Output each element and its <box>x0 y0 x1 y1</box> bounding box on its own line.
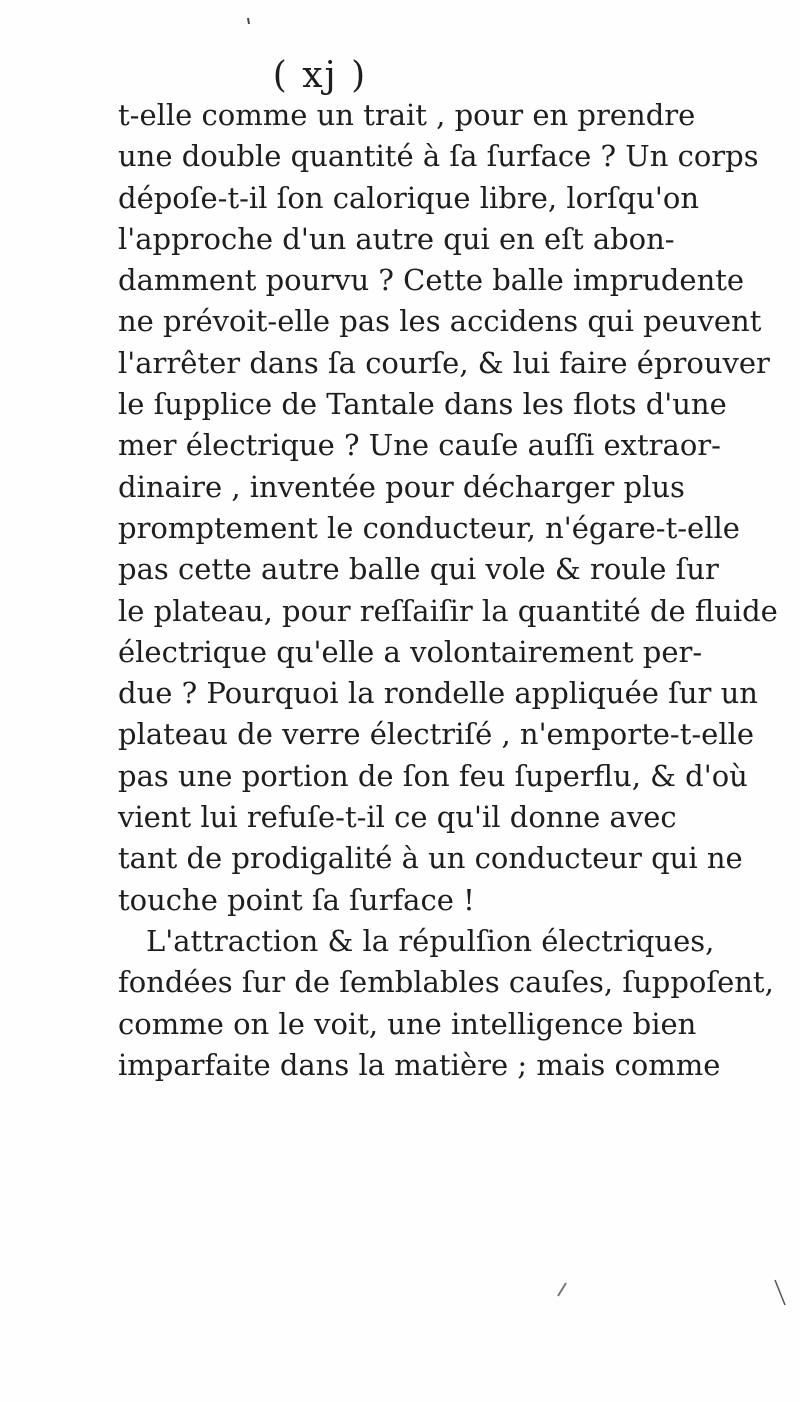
text-line: électrique qu'elle a volontairement per- <box>118 634 703 669</box>
text-line: dinaire , inventée pour décharger plus <box>118 469 685 504</box>
text-line: vient lui refuſe-t-il ce qu'il donne avec <box>118 800 677 835</box>
text-line: comme on le voit, une intelligence bien <box>118 1006 697 1041</box>
text-line: l'arrêter dans ſa courſe, & lui faire éprouver <box>118 345 770 380</box>
text-line: due ? Pourquoi la rondelle appliquée ſur un <box>118 676 758 711</box>
page-number: ( xj ) <box>272 55 368 96</box>
text-line: t-elle comme un trait , pour en prendre <box>118 98 696 132</box>
text-line: fondées ſur de ſemblables cauſes, ſuppoſent, <box>118 965 774 1000</box>
text-line: imparfaite dans la matière ; mais comme <box>118 1047 721 1082</box>
speck-mark <box>775 1280 785 1305</box>
text-line: le ſupplice de Tantale dans les flots d'une <box>118 387 727 422</box>
text-line: plateau de verre électriſé , n'emporte-t-elle <box>118 717 755 752</box>
text-line: promptement le conducteur, n'égare-t-elle <box>118 510 740 545</box>
text-line: dépoſe-t-il ſon calorique libre, lorſqu'on <box>118 180 700 215</box>
text-line: l'approche d'un autre qui en eſt abon- <box>118 221 675 256</box>
text-line: L'attraction & la répulſion électriques, <box>146 923 715 958</box>
text-line: ne prévoit-elle pas les accidens qui peuvent <box>118 304 762 339</box>
text-line: pas une portion de ſon feu ſuperflu, & d'où <box>118 758 748 793</box>
text-line: le plateau, pour reſſaiſir la quantité de fluide <box>118 593 778 628</box>
text-line: pas cette autre balle qui vole & roule ſur <box>118 552 719 587</box>
text-line: damment pourvu ? Cette balle imprudente <box>118 263 745 298</box>
text-line: tant de prodigalité à un conducteur qui ne <box>118 841 743 876</box>
text-line: une double quantité à ſa ſurface ? Un corps <box>118 139 759 174</box>
speck-mark <box>248 18 249 24</box>
body-text <box>118 95 778 1086</box>
text-line: touche point ſa ſurface ! <box>118 882 475 917</box>
speck-mark <box>558 1283 566 1296</box>
text-line: mer électrique ? Une cauſe auſſi extraor- <box>118 428 721 463</box>
